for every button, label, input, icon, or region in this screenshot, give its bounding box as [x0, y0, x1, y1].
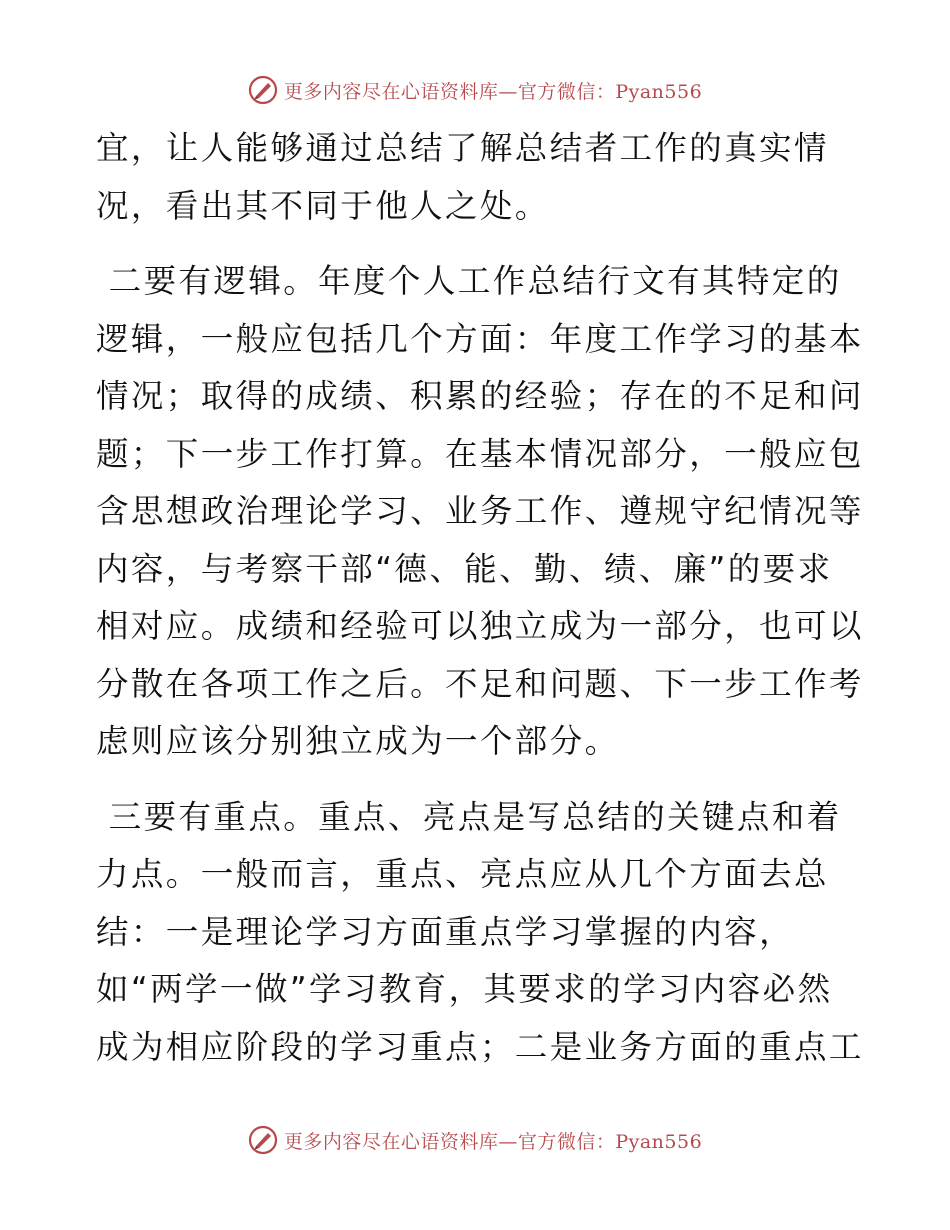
text-line: 内容，与考察干部“德、能、勤、绩、廉”的要求 [96, 549, 833, 588]
paragraph-2 [96, 253, 866, 771]
text-line: 三要有重点。重点、亮点是写总结的关键点和着 [96, 797, 842, 836]
text-line: 含思想政治理论学习、业务工作、遵规守纪情况等 [96, 492, 864, 530]
text-line: 成为相应阶段的学习重点；二是业务方面的重点工 [96, 1027, 864, 1066]
text-line: 相对应。成绩和经验可以独立成为一部分，也可以 [96, 607, 864, 645]
footer-banner-text: 更多内容尽在心语资料库—官方微信：Pyan556 [283, 1130, 703, 1153]
text-line: 如“两学一做”学习教育，其要求的学习内容必然 [96, 970, 833, 1008]
text-line: 宜，让人能够通过总结了解总结者工作的真实情 [96, 129, 829, 167]
text-line: 分散在各项工作之后。不足和问题、下一步工作考 [96, 664, 864, 703]
text-line: 况，看出其不同于他人之处。 [96, 186, 550, 225]
header-banner-text: 更多内容尽在心语资料库—官方微信：Pyan556 [283, 80, 703, 103]
text-line: 结：一是理论学习方面重点学习掌握的内容， [96, 912, 795, 951]
text-line: 逻辑，一般应包括几个方面：年度工作学习的基本 [96, 319, 864, 358]
paragraph-3 [96, 789, 866, 1077]
text-line: 情况；取得的成绩、积累的经验；存在的不足和问 [96, 377, 864, 415]
text-line: 虑则应该分别独立成为一个部分。 [96, 722, 620, 760]
header-banner [0, 70, 950, 110]
document-body [96, 120, 866, 1076]
text-line: 题；下一步工作打算。在基本情况部分，一般应包 [96, 434, 864, 473]
paragraph-1 [96, 120, 866, 235]
text-line: 二要有逻辑。年度个人工作总结行文有其特定的 [96, 262, 842, 300]
pen-logo-icon [248, 75, 278, 105]
footer-banner [0, 1120, 950, 1160]
pen-logo-icon [248, 1125, 278, 1155]
text-line: 力点。一般而言，重点、亮点应从几个方面去总 [96, 855, 829, 893]
